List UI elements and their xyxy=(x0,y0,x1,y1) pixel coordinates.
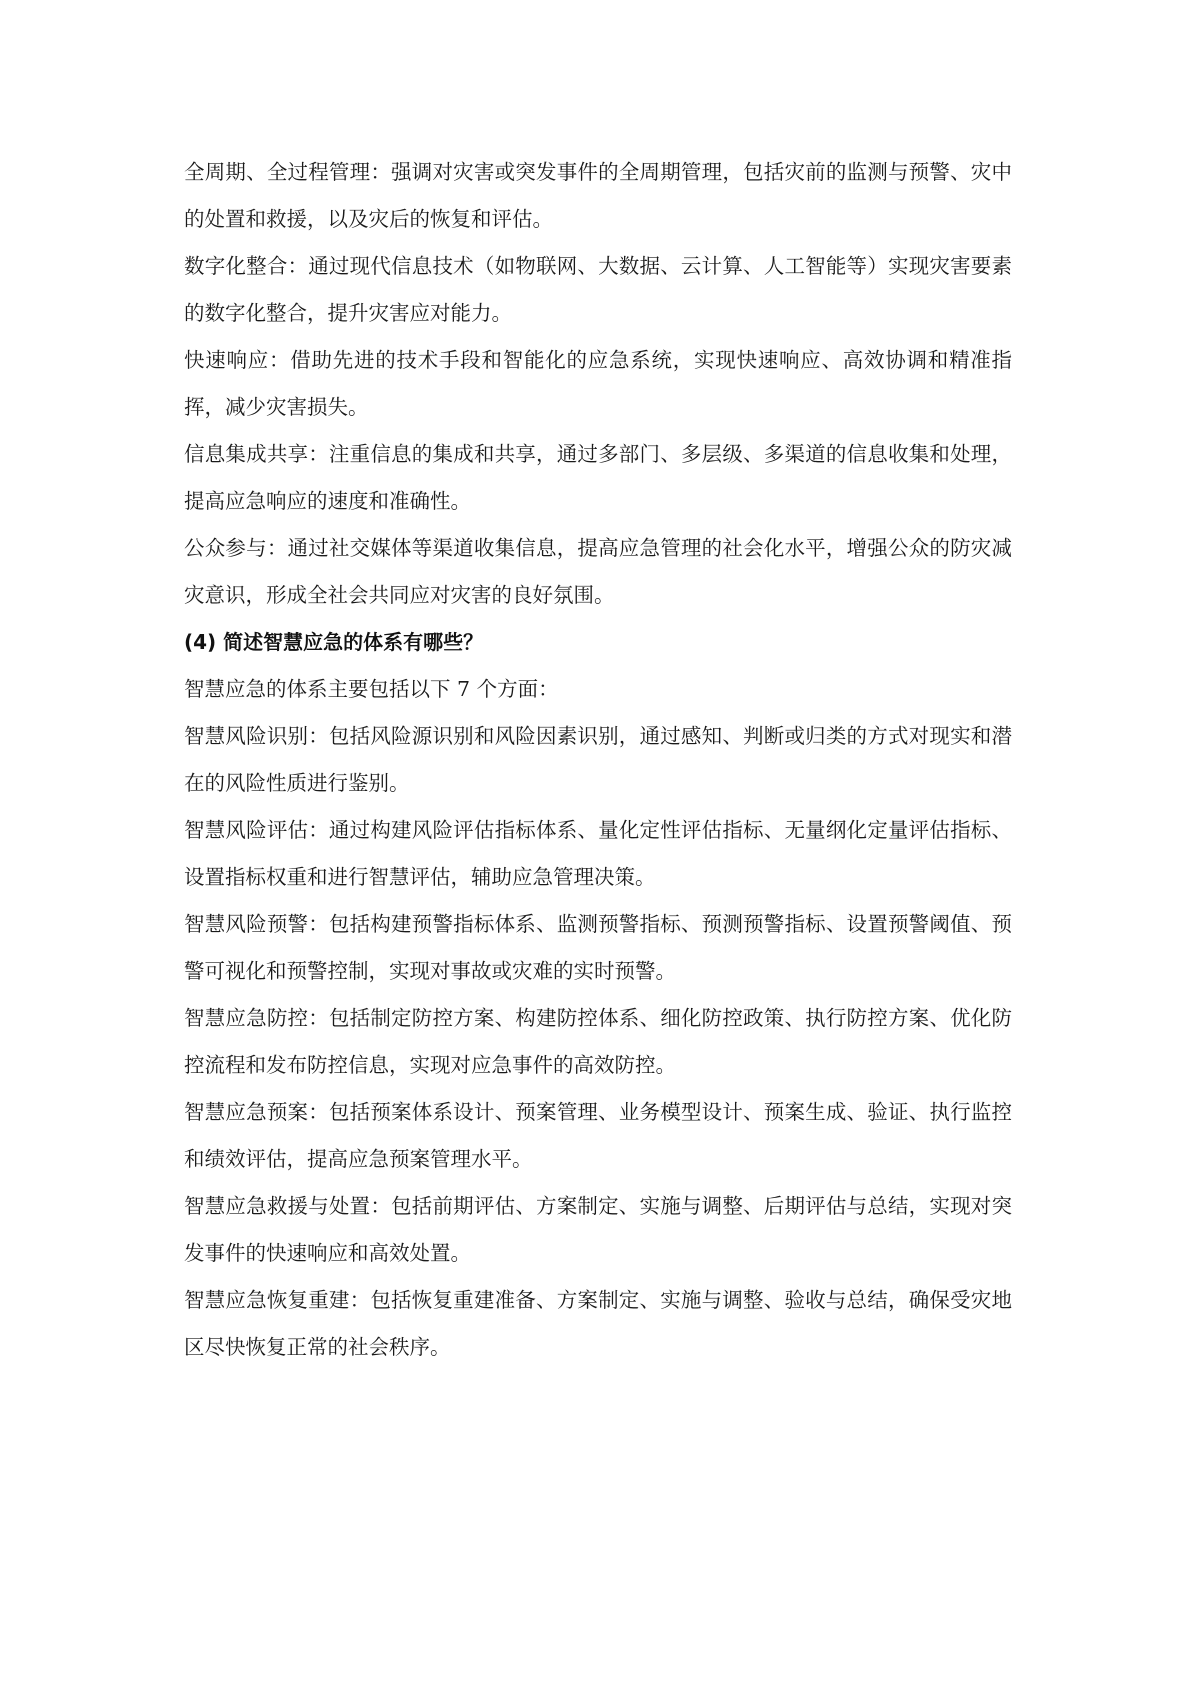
document-body xyxy=(184,149,1012,1371)
paragraph-lifecycle-management: 全周期、全过程管理：强调对灾害或突发事件的全周期管理，包括灾前的监测与预警、灾中的处置和救援，以及灾后的恢复和评估。 xyxy=(184,160,1012,231)
paragraph-system-intro: 智慧应急的体系主要包括以下 7 个方面： xyxy=(184,677,559,701)
paragraph-risk-assessment: 智慧风险评估：通过构建风险评估指标体系、量化定性评估指标、无量纲化定量评估指标、设置指标权重和进行智慧评估，辅助应急管理决策。 xyxy=(184,818,1012,889)
paragraph-rapid-response: 快速响应：借助先进的技术手段和智能化的应急系统，实现快速响应、高效协调和精准指挥，减少灾害损失。 xyxy=(184,348,1012,419)
paragraph-emergency-plan: 智慧应急预案：包括预案体系设计、预案管理、业务模型设计、预案生成、验证、执行监控和绩效评估，提高应急预案管理水平。 xyxy=(184,1100,1012,1171)
paragraph-digital-integration: 数字化整合：通过现代信息技术（如物联网、大数据、云计算、人工智能等）实现灾害要素的数字化整合，提升灾害应对能力。 xyxy=(184,254,1012,325)
paragraph-risk-identification: 智慧风险识别：包括风险源识别和风险因素识别，通过感知、判断或归类的方式对现实和潜在的风险性质进行鉴别。 xyxy=(184,724,1012,795)
paragraph-risk-warning: 智慧风险预警：包括构建预警指标体系、监测预警指标、预测预警指标、设置预警阈值、预警可视化和预警控制，实现对事故或灾难的实时预警。 xyxy=(184,912,1012,983)
paragraph-emergency-prevention: 智慧应急防控：包括制定防控方案、构建防控体系、细化防控政策、执行防控方案、优化防控流程和发布防控信息，实现对应急事件的高效防控。 xyxy=(184,1006,1012,1077)
paragraph-rescue-disposal: 智慧应急救援与处置：包括前期评估、方案制定、实施与调整、后期评估与总结，实现对突发事件的快速响应和高效处置。 xyxy=(184,1194,1012,1265)
paragraph-information-sharing: 信息集成共享：注重信息的集成和共享，通过多部门、多层级、多渠道的信息收集和处理，提高应急响应的速度和准确性。 xyxy=(184,442,1012,513)
section-heading: (4) 简述智慧应急的体系有哪些？ xyxy=(184,630,484,654)
paragraph-public-participation: 公众参与：通过社交媒体等渠道收集信息，提高应急管理的社会化水平，增强公众的防灾减灾意识，形成全社会共同应对灾害的良好氛围。 xyxy=(184,536,1012,607)
paragraph-recovery-reconstruction: 智慧应急恢复重建：包括恢复重建准备、方案制定、实施与调整、验收与总结，确保受灾地区尽快恢复正常的社会秩序。 xyxy=(184,1288,1012,1359)
